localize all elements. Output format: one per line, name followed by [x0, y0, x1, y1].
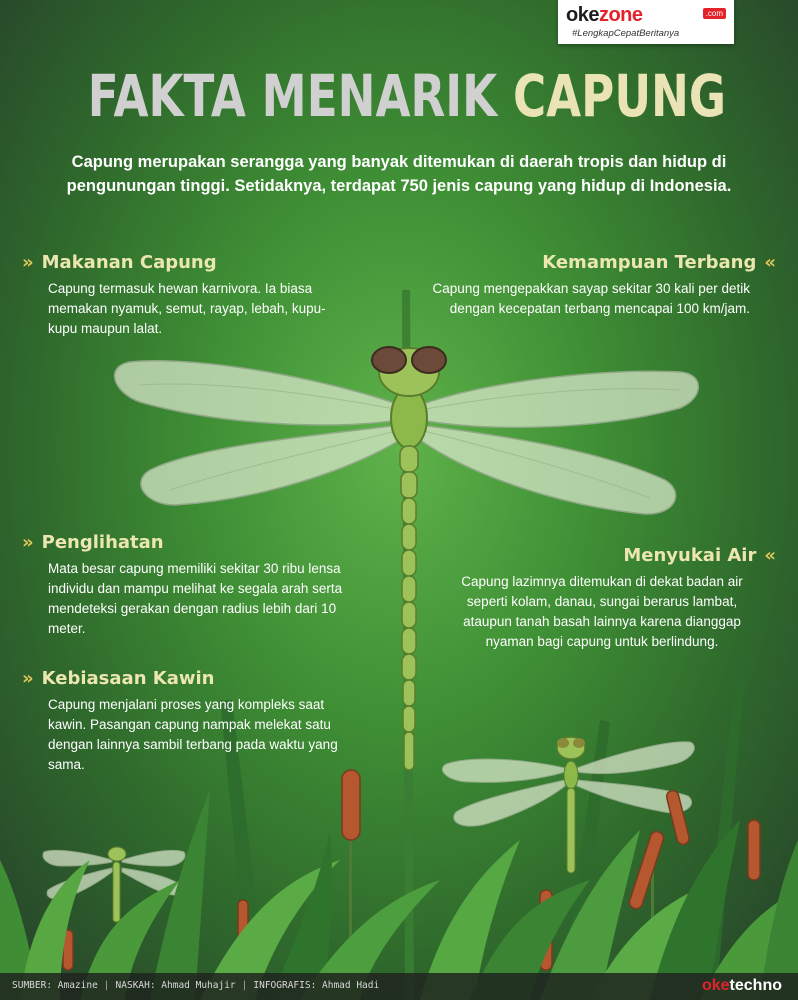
- credits: SUMBER: Amazine | NASKAH: Ahmad Muhajir | INFOGRAFIS: Ahmad Hadi: [12, 980, 380, 991]
- chevron-left-icon: «: [764, 545, 776, 566]
- section-body: Capung mengepakkan sayap sekitar 30 kali per detik dengan kecepatan terbang mencapai 100 km/jam.: [432, 281, 750, 316]
- section-makanan: [22, 252, 352, 339]
- section-kawin: [22, 668, 352, 775]
- logo-tagline: #LengkapCepatBeritanya: [572, 28, 680, 39]
- logo-domain-badge: .com: [703, 8, 726, 19]
- section-heading: » Makanan Capung: [22, 252, 217, 273]
- section-heading: Menyukai Air «: [623, 545, 776, 566]
- section-heading: » Penglihatan: [22, 532, 164, 553]
- logo-wordmark: okezone: [566, 4, 643, 26]
- section-body: Capung lazimnya ditemukan di dekat badan air seperti kolam, danau, sungai berarus lambat, ataupun tanah basah lainnya karena dianggap nyaman bagi capung untuk berlindung.: [461, 574, 743, 649]
- section-heading: » Kebiasaan Kawin: [22, 668, 215, 689]
- chevron-right-icon: »: [22, 252, 34, 273]
- okezone-logo[interactable]: [558, 0, 734, 44]
- footer-credits-bar: [0, 973, 798, 1000]
- chevron-left-icon: «: [764, 252, 776, 273]
- section-body: Mata besar capung memiliki sekitar 30 ribu lensa individu dan mampu melihat ke segala arah serta mendeteksi gerakan dengan radius lebih dari 10 meter.: [48, 561, 343, 636]
- intro-text: Capung merupakan serangga yang banyak ditemukan di daerah tropis dan hidup di pengunungan tinggi. Setidaknya, terdapat 750 jenis capung yang hidup di Indonesia.: [66, 153, 732, 195]
- chevron-right-icon: »: [22, 532, 34, 553]
- page-title: [87, 62, 727, 130]
- section-body: Capung termasuk hewan karnivora. Ia biasa memakan nyamuk, semut, rayap, lebah, kupu-kupu maupun lalat.: [48, 281, 326, 336]
- section-body: Capung menjalani proses yang kompleks saat kawin. Pasangan capung nampak melekat satu dengan lainnya sambil terbang pada waktu yang sama.: [48, 697, 338, 772]
- oketechno-logo[interactable]: oketechno: [701, 977, 782, 994]
- title-part1: FAKTA MENARIK: [87, 62, 498, 130]
- credit-sumber: SUMBER: Amazine: [12, 980, 98, 991]
- chevron-right-icon: »: [22, 668, 34, 689]
- section-heading: Kemampuan Terbang «: [542, 252, 776, 273]
- title-part2: CAPUNG: [512, 62, 727, 130]
- credit-naskah: NASKAH: Ahmad Muhajir: [115, 980, 236, 991]
- section-air: [452, 545, 776, 652]
- credit-infografis: INFOGRAFIS: Ahmad Hadi: [253, 980, 380, 991]
- section-penglihatan: [22, 532, 372, 639]
- section-terbang: [432, 252, 776, 319]
